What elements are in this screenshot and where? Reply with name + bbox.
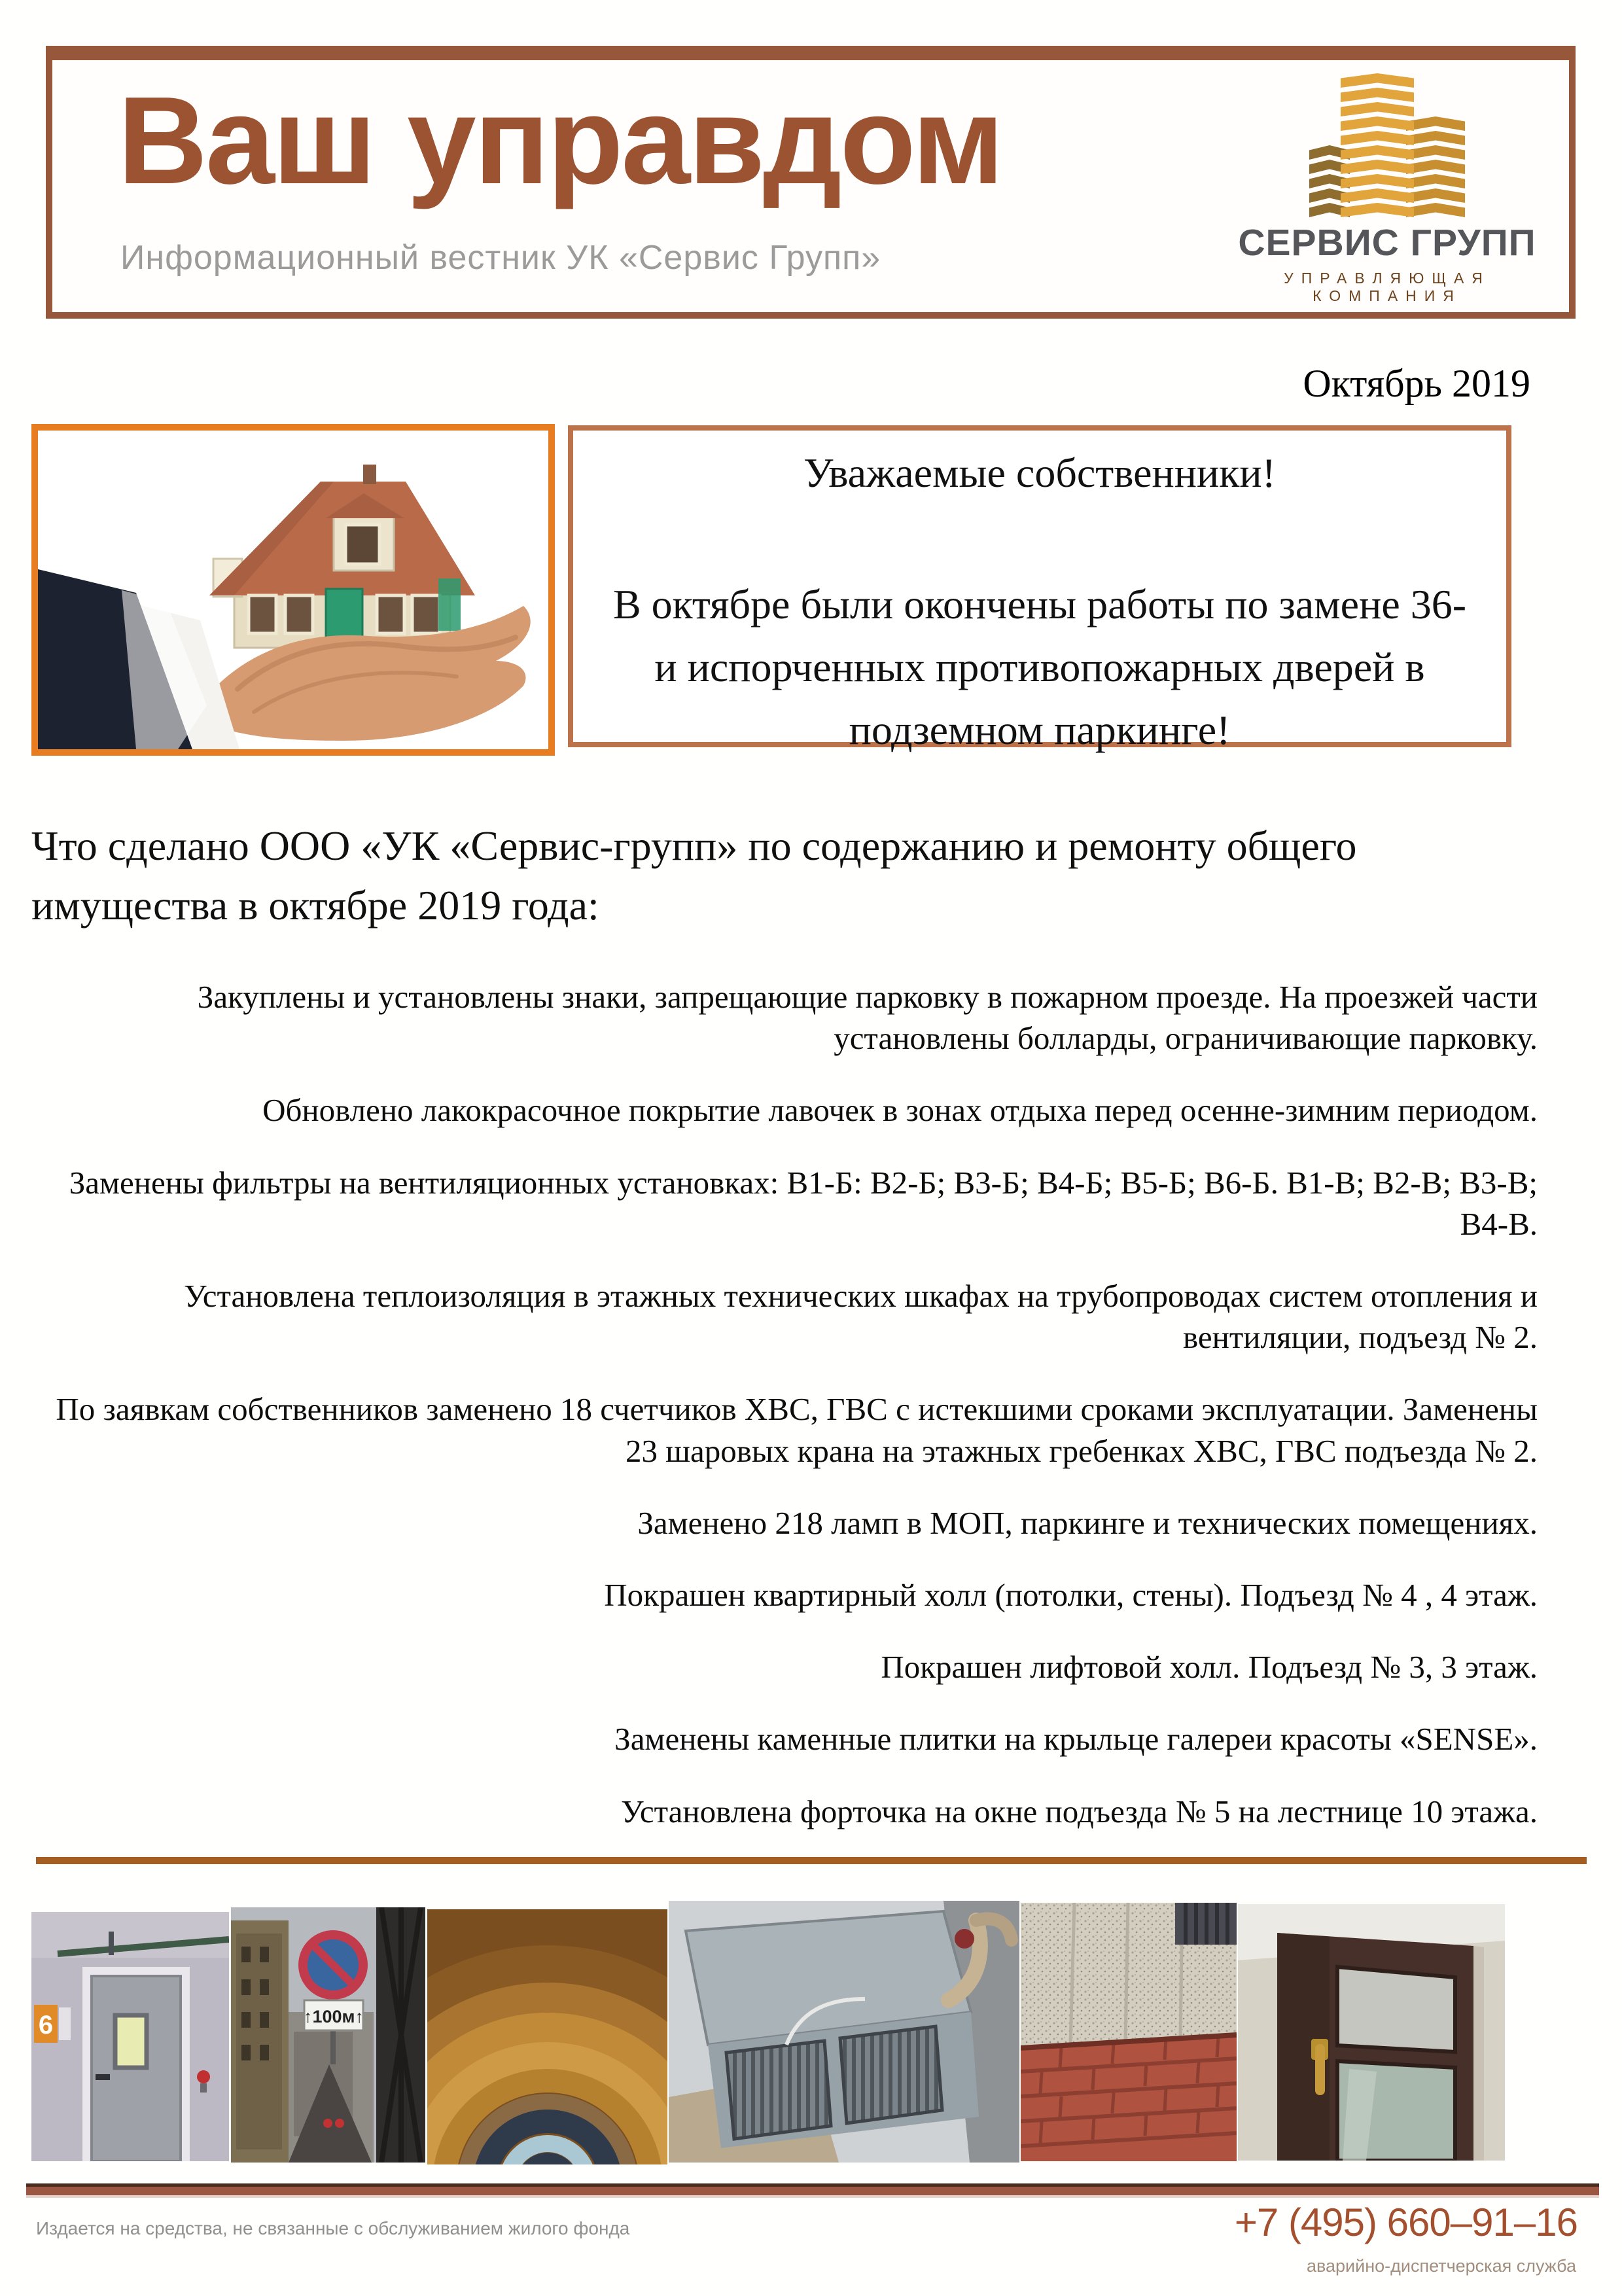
- door-number-label: 6: [38, 2011, 54, 2040]
- work-item: Заменены каменные плитки на крыльце галереи красоты «SENSE».: [614, 1721, 1538, 1757]
- ventilation-illustration: [669, 1901, 1019, 2163]
- logo-tower-right: [1406, 116, 1465, 217]
- window-illustration: [1238, 1904, 1505, 2161]
- logo-tower-center: [1341, 73, 1414, 217]
- photo-fire-door: [31, 1912, 229, 2161]
- street-illustration: [231, 1907, 425, 2163]
- photo-hand-holding-house: [31, 424, 555, 756]
- photo-ventilation-unit: [669, 1901, 1019, 2163]
- work-item: Закуплены и установлены знаки, запрещающие парковку в пожарном проезде. На проезжей части установлены болларды, ограничивающие парковку.: [197, 979, 1538, 1057]
- work-item: Покрашен лифтовой холл. Подъезд № 3, 3 этаж.: [881, 1649, 1538, 1686]
- footer-divider-bar: [26, 2183, 1599, 2198]
- arches-illustration: [427, 1909, 667, 2164]
- work-item: Обновлено лакокрасочное покрытие лавочек в зонах отдыха перед осенне-зимним периодом.: [262, 1092, 1538, 1129]
- newsletter-title: Ваш управдом: [118, 71, 1002, 210]
- section-divider: [36, 1857, 1587, 1864]
- photo-street-no-parking: [231, 1907, 425, 2163]
- notice-message: В октябре были окончены работы по замене 36-и испорченных противопожарных дверей в подземном паркинге!: [612, 581, 1467, 753]
- work-item: Покрашен квартирный холл (потолки, стены). Подъезд № 4 , 4 этаж.: [604, 1577, 1538, 1614]
- masthead: [46, 46, 1576, 319]
- work-item: Заменены фильтры на вентиляционных установках: В1-Б: В2-Б; В3-Б; В4-Б; В5-Б; В6-Б. В1-В; В2-В; В3-В; В4-В.: [69, 1164, 1538, 1242]
- dispatcher-phone-caption: аварийно-диспетчерская служба: [1306, 2256, 1576, 2276]
- footer-funding-note: Издается на средства, не связанные с обслуживанием жилого фонда: [36, 2218, 630, 2238]
- logo-company-name: СЕРВИС ГРУПП: [1238, 222, 1536, 264]
- notice-greeting: Уважаемые собственники!: [803, 450, 1276, 496]
- section-heading: Что сделано ООО «УК «Сервис-групп» по содержанию и ремонту общего имущества в октябре 2019 года:: [31, 822, 1357, 928]
- issue-date: Октябрь 2019: [1303, 362, 1530, 405]
- hand-house-illustration: [38, 431, 548, 749]
- gold-buildings-icon: [1204, 72, 1570, 217]
- photo-wooden-arches: [427, 1909, 667, 2164]
- dispatcher-phone-number: +7 (495) 660–91–16: [1234, 2200, 1578, 2244]
- street-sign-label: ↑100м↑: [303, 2007, 364, 2026]
- photo-window-vent: [1238, 1904, 1505, 2161]
- company-logo: [1204, 72, 1570, 305]
- tiles-illustration: [1021, 1903, 1237, 2161]
- notice-box: [568, 425, 1511, 753]
- photo-porch-tiles: [1021, 1903, 1237, 2161]
- newsletter-subtitle: Информационный вестник УК «Сервис Групп»: [120, 239, 881, 277]
- work-item: Заменено 218 ламп в МОП, паркинге и технических помещениях.: [637, 1504, 1538, 1541]
- fire-door-illustration: [31, 1912, 229, 2161]
- works-list: [56, 976, 1538, 1863]
- work-item: По заявкам собственников заменено 18 счетчиков ХВС, ГВС с истекшими сроками эксплуатации. Заменены 23 шаровых крана на этажных гребенках ХВС, ГВС подъезда № 2.: [56, 1391, 1538, 1469]
- work-item: Установлена форточка на окне подъезда № 5 на лестнице 10 этажа.: [621, 1793, 1538, 1829]
- logo-tagline: УПРАВЛЯЮЩАЯ КОМПАНИЯ: [1284, 270, 1490, 304]
- work-item: Установлена теплоизоляция в этажных технических шкафах на трубопроводах систем отопления и вентиляции, подъезд № 2.: [183, 1278, 1538, 1356]
